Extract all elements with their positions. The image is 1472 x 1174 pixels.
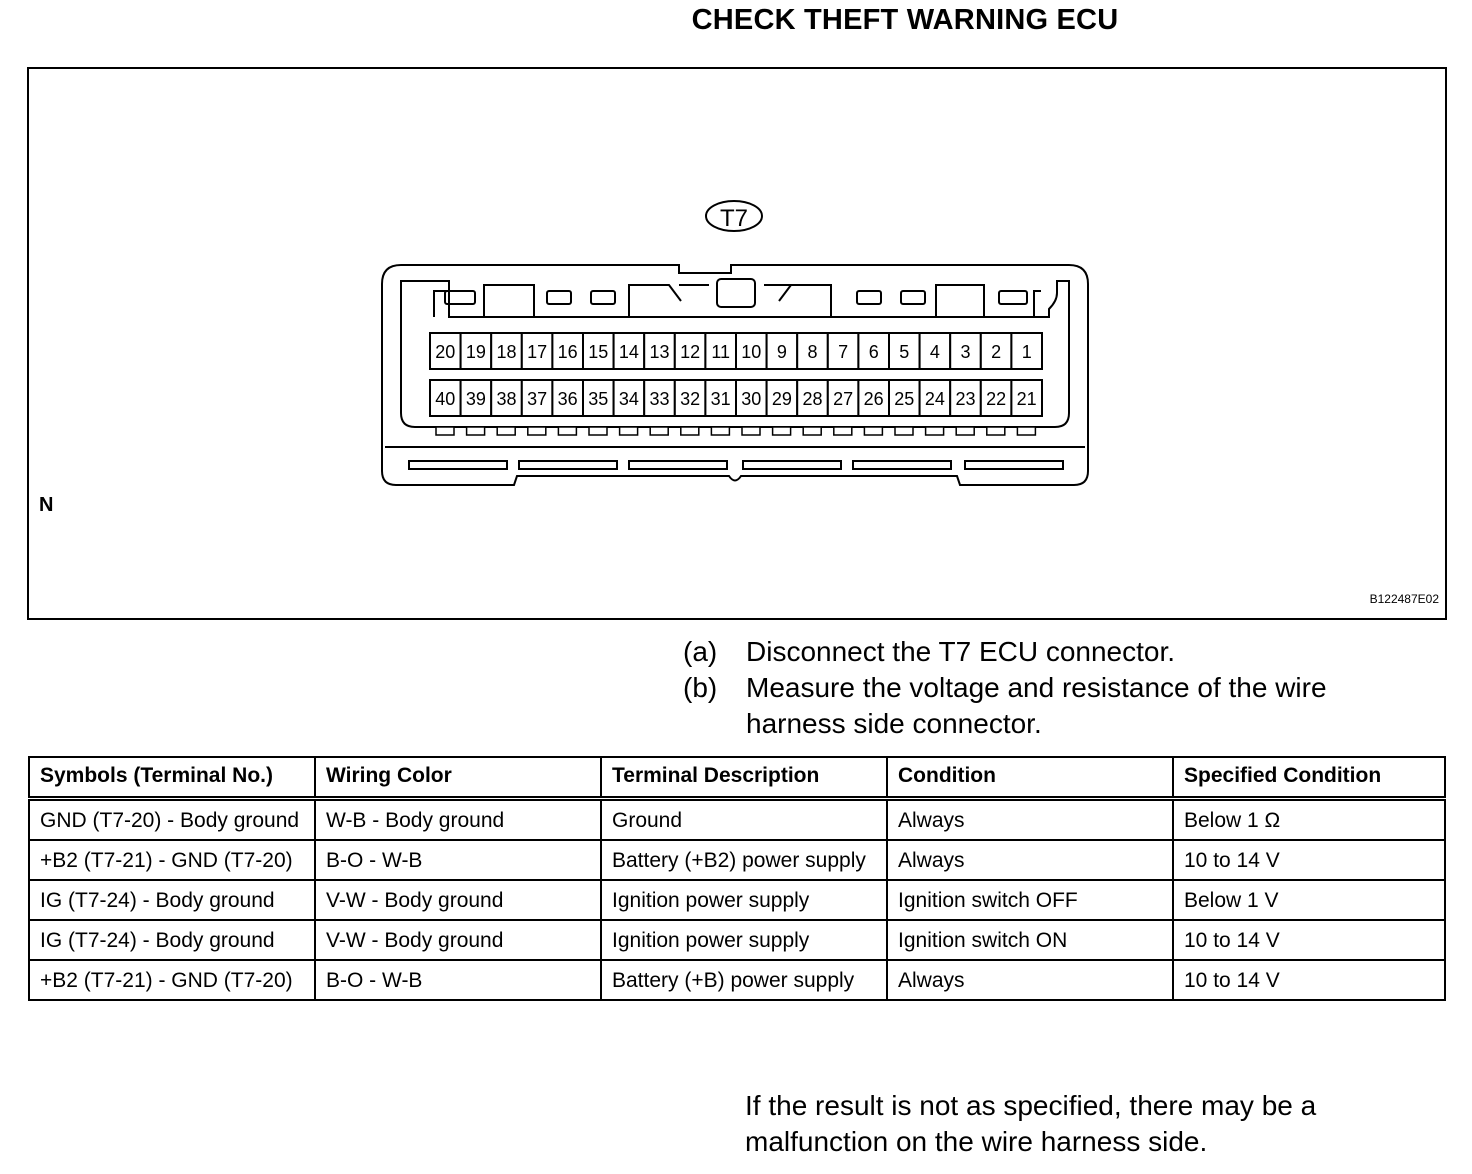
terminal-marker: [742, 427, 760, 435]
table-row: [29, 880, 1445, 920]
table-cell: Always: [887, 840, 1173, 880]
terminal-marker: [987, 427, 1005, 435]
table-cell: B-O - W-B: [315, 960, 601, 1000]
pin-number: 29: [771, 389, 792, 409]
terminal-marker: [864, 427, 882, 435]
pin-number: 33: [649, 389, 670, 409]
table-cell: GND (T7-20) - Body ground: [29, 799, 315, 841]
terminal-marker: [528, 427, 546, 435]
terminal-marker: [834, 427, 852, 435]
table-header-row: [29, 757, 1445, 799]
terminal-marker: [497, 427, 515, 435]
pin-number: 18: [496, 342, 517, 362]
procedure-steps: [683, 634, 1406, 742]
table-row: [29, 840, 1445, 880]
pin-number: 9: [776, 342, 787, 362]
table-cell: IG (T7-24) - Body ground: [29, 920, 315, 960]
step-a: [683, 634, 1406, 670]
step-text: Measure the voltage and resistance of the wire harness side connector.: [746, 672, 1327, 739]
pin-number: 35: [588, 389, 609, 409]
pin-number: 28: [802, 389, 823, 409]
pin-number: 16: [557, 342, 578, 362]
pin-number: 24: [924, 389, 945, 409]
table-cell: V-W - Body ground: [315, 880, 601, 920]
pin-number: 12: [680, 342, 701, 362]
pin-number: 10: [741, 342, 762, 362]
pin-number: 1: [1021, 342, 1032, 362]
table-cell: W-B - Body ground: [315, 799, 601, 841]
table-cell: 10 to 14 V: [1173, 840, 1445, 880]
terminal-marker: [681, 427, 699, 435]
table-cell: IG (T7-24) - Body ground: [29, 880, 315, 920]
terminal-marker: [1017, 427, 1035, 435]
connector-diagram: [29, 69, 1445, 618]
pin-number: 22: [986, 389, 1007, 409]
pin-number: 11: [711, 342, 731, 362]
pin-number: 37: [527, 389, 548, 409]
terminal-marker: [926, 427, 944, 435]
terminal-marker: [436, 427, 454, 435]
pin-number: 14: [618, 342, 639, 362]
header-specified-condition: Specified Condition: [1173, 757, 1445, 799]
table-cell: Below 1 Ω: [1173, 799, 1445, 841]
table-cell: Ignition power supply: [601, 920, 887, 960]
orientation-mark: N: [39, 494, 54, 516]
pin-number: 17: [527, 342, 548, 362]
connector-housing: [382, 265, 1088, 485]
pin-number: 8: [807, 342, 818, 362]
pin-number: 30: [741, 389, 762, 409]
terminal-marker: [773, 427, 791, 435]
specification-table: [28, 756, 1446, 1001]
table-cell: Battery (+B2) power supply: [601, 840, 887, 880]
connector-label: T7: [719, 205, 749, 232]
step-text: Disconnect the T7 ECU connector.: [746, 636, 1176, 667]
pin-number: 32: [680, 389, 701, 409]
header-wiring-color: Wiring Color: [315, 757, 601, 799]
pin-number: 4: [929, 342, 940, 362]
table-cell: Battery (+B) power supply: [601, 960, 887, 1000]
pin-number: 26: [863, 389, 884, 409]
page-title: CHECK THEFT WARNING ECU: [691, 4, 1119, 36]
table-row: [29, 799, 1445, 841]
pin-number: 6: [868, 342, 879, 362]
terminal-marker: [711, 427, 729, 435]
header-condition: Condition: [887, 757, 1173, 799]
header-terminal-description: Terminal Description: [601, 757, 887, 799]
pin-number: 31: [710, 389, 731, 409]
terminal-marker: [589, 427, 607, 435]
figure-id: B122487E02: [1369, 592, 1439, 606]
table-cell: 10 to 14 V: [1173, 920, 1445, 960]
result-note: If the result is not as specified, there may be a malfunction on the wire harness side.: [745, 1090, 1317, 1157]
table-cell: Always: [887, 960, 1173, 1000]
table-cell: +B2 (T7-21) - GND (T7-20): [29, 960, 315, 1000]
pin-number: 34: [618, 389, 639, 409]
table-cell: V-W - Body ground: [315, 920, 601, 960]
terminal-marker: [956, 427, 974, 435]
step-b: [683, 670, 1406, 742]
table-cell: 10 to 14 V: [1173, 960, 1445, 1000]
key-slot: [717, 279, 755, 307]
header-symbols: Symbols (Terminal No.): [29, 757, 315, 799]
pin-number: 13: [649, 342, 670, 362]
pin-number: 39: [465, 389, 486, 409]
table-cell: Ignition switch ON: [887, 920, 1173, 960]
pin-number: 20: [435, 342, 456, 362]
step-label: (a): [683, 636, 718, 667]
terminal-marker: [467, 427, 485, 435]
table-row: [29, 920, 1445, 960]
pin-number: 7: [838, 342, 849, 362]
terminal-marker: [803, 427, 821, 435]
terminal-marker: [558, 427, 576, 435]
pin-number: 2: [991, 342, 1002, 362]
terminal-marker: [620, 427, 638, 435]
terminal-marker: [650, 427, 668, 435]
table-cell: Ground: [601, 799, 887, 841]
pin-number: 25: [894, 389, 915, 409]
pin-number: 40: [435, 389, 456, 409]
terminal-marker: [895, 427, 913, 435]
table-cell: Ignition power supply: [601, 880, 887, 920]
table-row: [29, 960, 1445, 1000]
pin-number: 3: [960, 342, 971, 362]
pin-number: 5: [899, 342, 910, 362]
pin-number: 21: [1016, 389, 1037, 409]
pin-number: 36: [557, 389, 578, 409]
table-cell: Below 1 V: [1173, 880, 1445, 920]
pin-number: 23: [955, 389, 976, 409]
pin-number: 15: [588, 342, 609, 362]
connector-figure: [27, 67, 1447, 620]
table-cell: B-O - W-B: [315, 840, 601, 880]
table-cell: +B2 (T7-21) - GND (T7-20): [29, 840, 315, 880]
pin-number: 38: [496, 389, 517, 409]
step-label: (b): [683, 672, 718, 703]
table-cell: Ignition switch OFF: [887, 880, 1173, 920]
table-cell: Always: [887, 799, 1173, 841]
pin-number: 27: [833, 389, 854, 409]
pin-number: 19: [465, 342, 486, 362]
